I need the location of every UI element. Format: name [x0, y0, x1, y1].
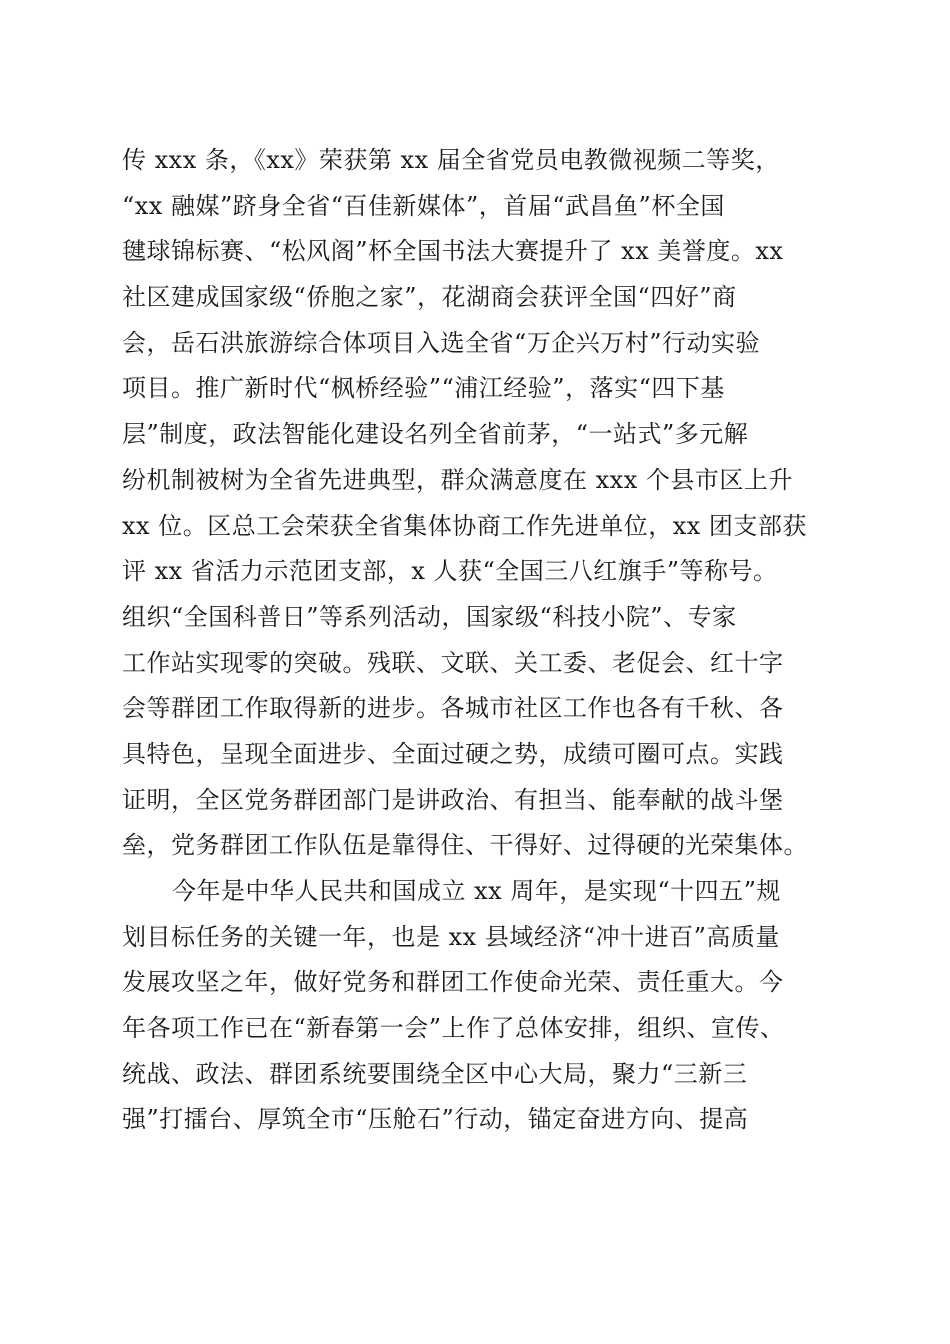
text-line: 垒，党务群团工作队伍是靠得住、干得好、过得硬的光荣集体。 — [122, 831, 808, 860]
text-line: 纷机制被树为全省先进典型，群众满意度在 xxx 个县市区上升 — [122, 465, 793, 494]
text-line: 会等群团工作取得新的进步。各城市社区工作也各有千秋、各 — [122, 694, 784, 723]
text-line: 强”打擂台、厚筑全市“压舱石”行动，锚定奋进方向、提高 — [122, 1105, 749, 1134]
text-line: “xx 融媒”跻身全省“百佳新媒体”，首届“武昌鱼”杯全国 — [122, 191, 725, 220]
text-line: 具特色，呈现全面进步、全面过硬之势，成绩可圈可点。实践 — [122, 739, 784, 768]
text-line: 工作站实现零的突破。残联、文联、关工委、老促会、红十字 — [122, 648, 784, 677]
paragraph — [122, 869, 842, 1143]
text-line: 会，岳石洪旅游综合体项目入选全省“万企兴万村”行动实验 — [122, 328, 761, 357]
text-line: 统战、政法、群团系统要围绕全区中心大局，聚力“三新三 — [122, 1059, 748, 1088]
text-line: 评 xx 省活力示范团支部，x 人获“全国三八红旗手”等称号。 — [122, 557, 778, 586]
text-line: 组织“全国科普日”等系列活动，国家级“科技小院”、专家 — [122, 602, 737, 631]
document-body — [122, 138, 842, 1143]
text-line: 划目标任务的关键一年，也是 xx 县域经济“冲十进百”高质量 — [122, 922, 780, 951]
text-line: 毽球锦标赛、“松风阁”杯全国书法大赛提升了 xx 美誉度。xx — [122, 237, 784, 266]
text-line: 年各项工作已在“新春第一会”上作了总体安排，组织、宣传、 — [122, 1014, 785, 1043]
text-line: 发展攻坚之年，做好党务和群团工作使命光荣、责任重大。今 — [122, 968, 784, 997]
text-line: xx 位。区总工会荣获全省集体协商工作先进单位，xx 团支部获 — [122, 511, 807, 540]
text-line: 社区建成国家级“侨胞之家”，花湖商会获评全国“四好”商 — [122, 283, 737, 312]
text-line: 项目。推广新时代“枫桥经验”“浦江经验”，落实“四下基 — [122, 374, 725, 403]
text-line: 证明，全区党务群团部门是讲政治、有担当、能奉献的战斗堡 — [122, 785, 784, 814]
text-line: 今年是中华人民共和国成立 xx 周年，是实现“十四五”规 — [172, 877, 781, 905]
text-line: 层”制度，政法智能化建设名列全省前茅，“一站式”多元解 — [122, 420, 749, 449]
text-line: 传 xxx 条，《xx》荣获第 xx 届全省党员电教微视频二等奖， — [122, 146, 780, 174]
paragraph — [122, 138, 842, 869]
